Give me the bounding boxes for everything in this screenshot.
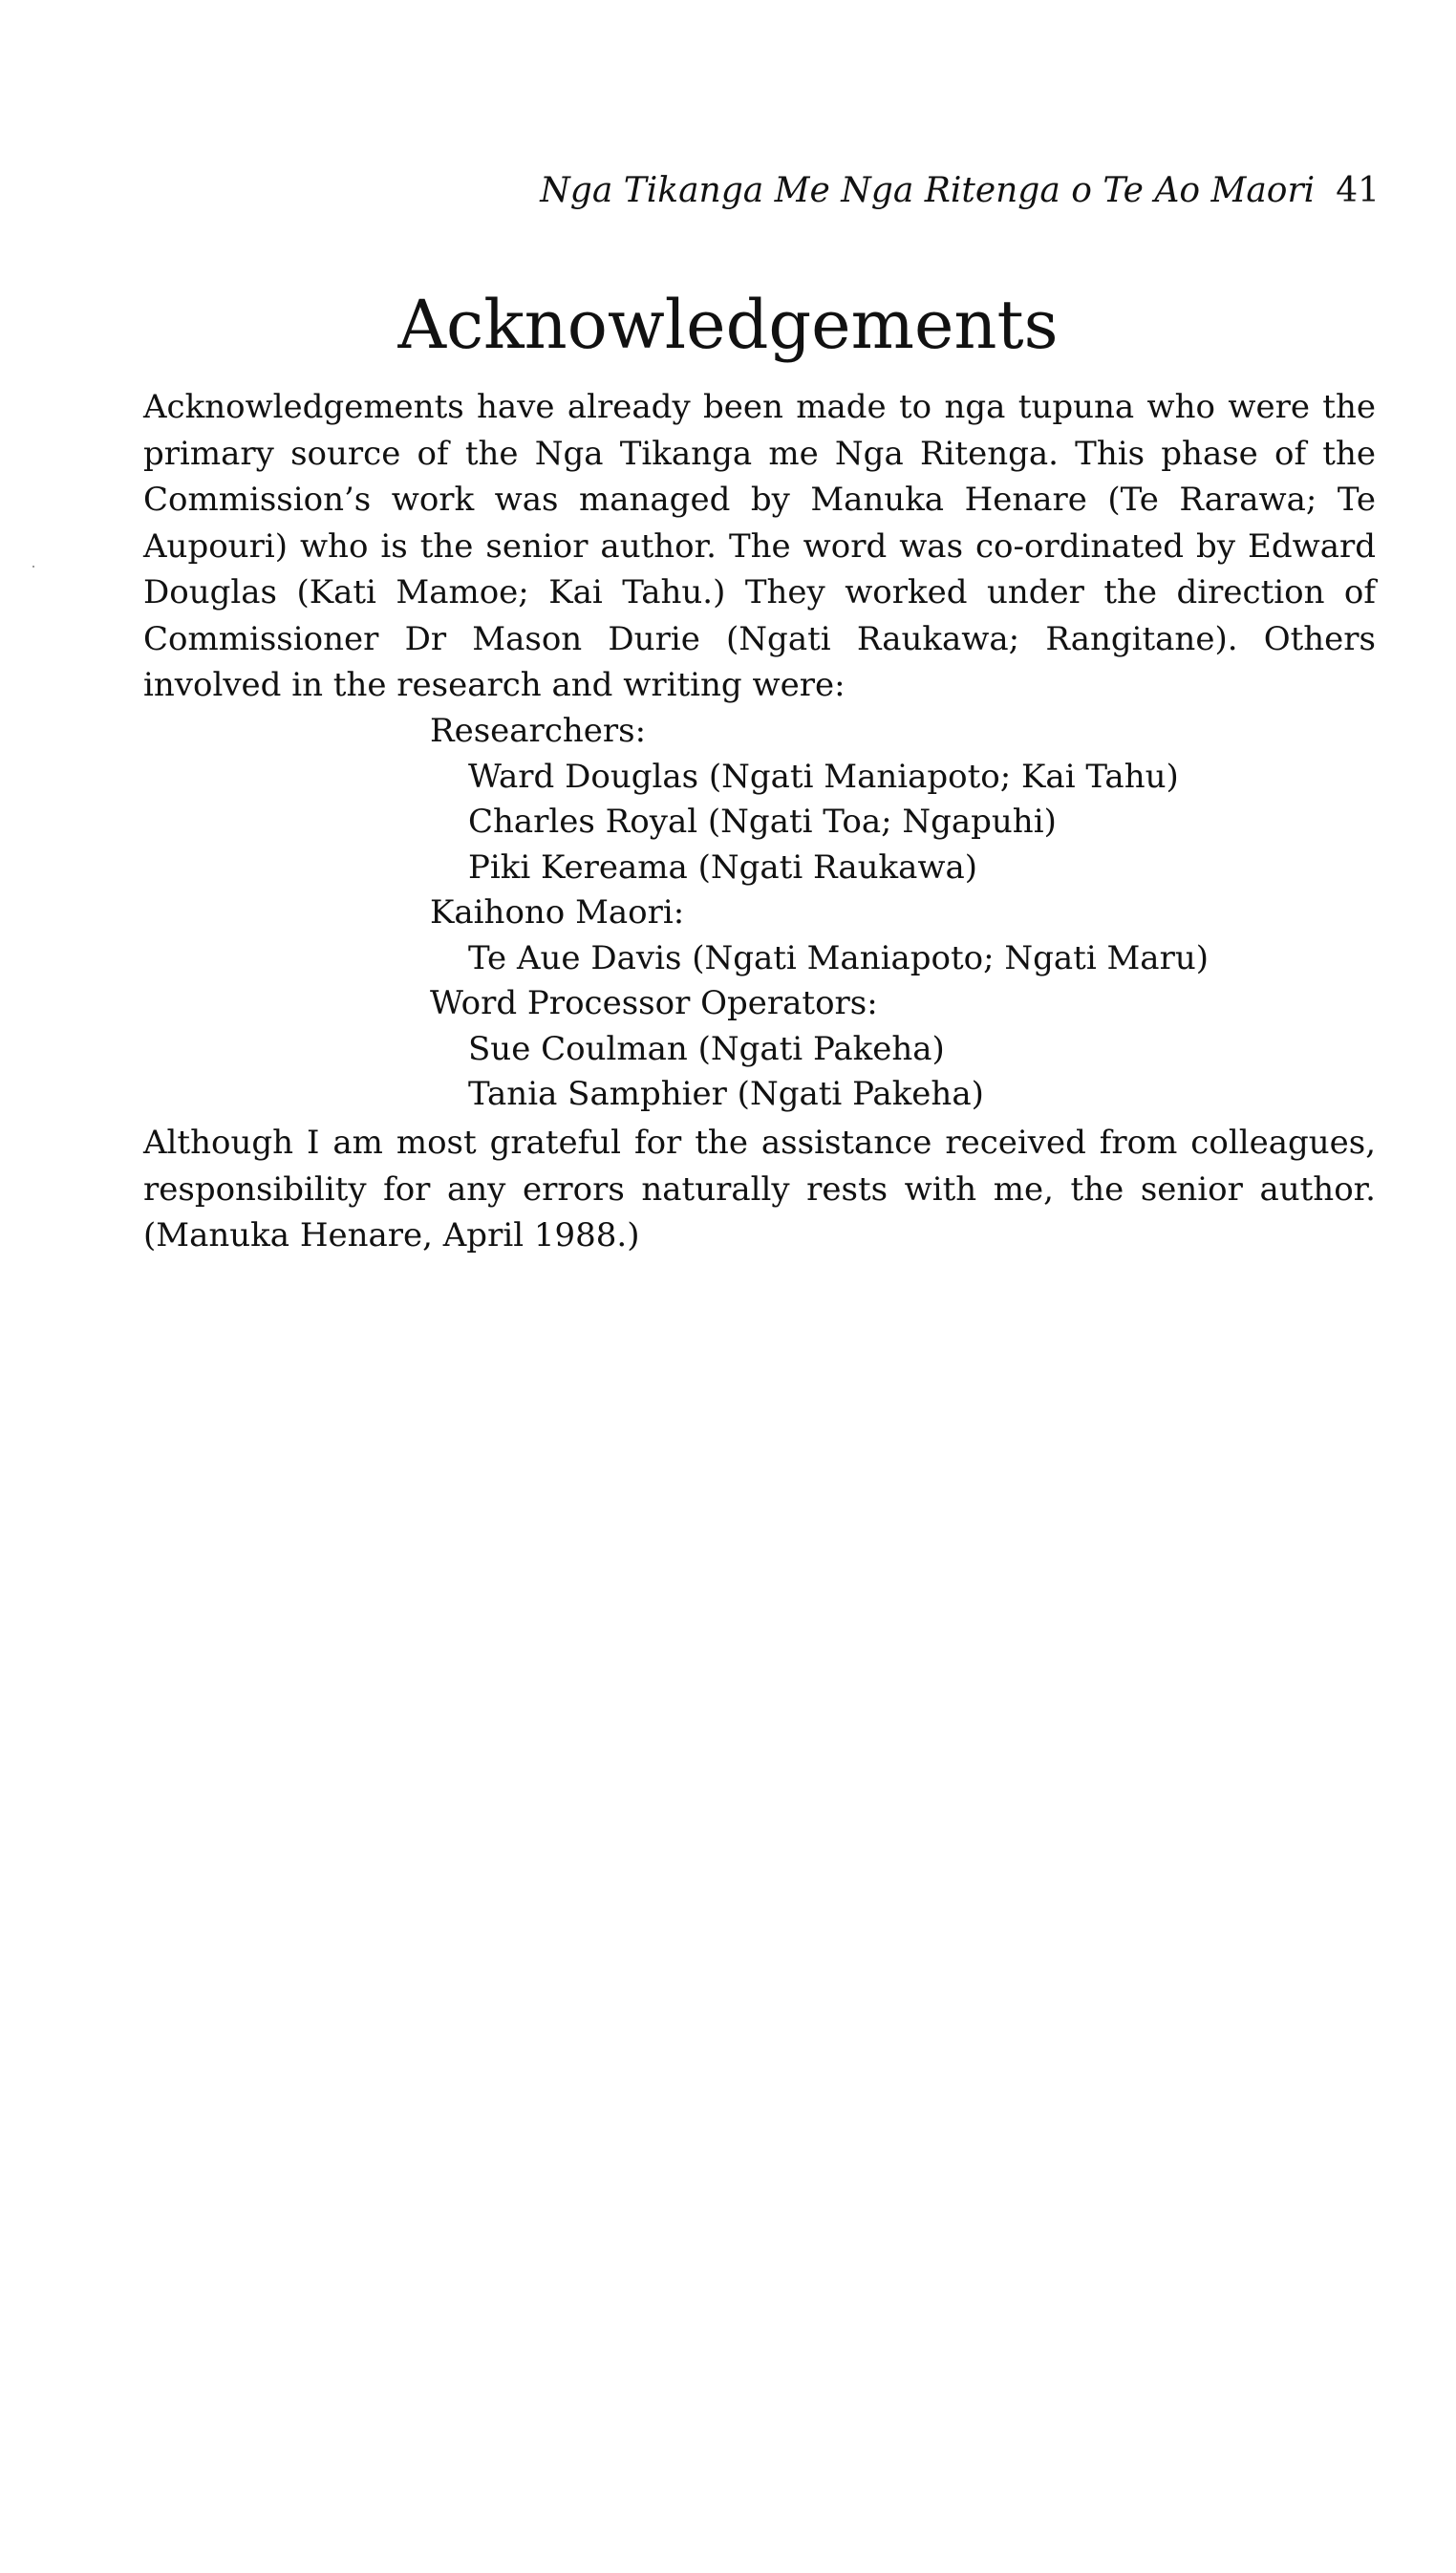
running-head-title: Nga Tikanga Me Nga Ritenga o Te Ao Maori xyxy=(540,171,1316,210)
page-number: 41 xyxy=(1336,171,1380,210)
credits-list xyxy=(430,709,1290,1118)
credit-person: Te Aue Davis (Ngati Maniapoto; Ngati Maru) xyxy=(468,938,1209,977)
running-head xyxy=(540,170,1380,212)
credit-person: Ward Douglas (Ngati Maniapoto; Kai Tahu) xyxy=(468,757,1179,796)
credit-person: Sue Coulman (Ngati Pakeha) xyxy=(468,1029,945,1068)
closing-paragraph: Although I am most grateful for the assistance received from colleagues, responsibility for any errors naturally rests with me, the senior author. (Manuka Henare, April 1988.) xyxy=(143,1124,1376,1254)
credit-person: Tania Samphier (Ngati Pakeha) xyxy=(468,1075,984,1113)
intro-paragraph: Acknowledgements have already been made to nga tupuna who were the primary source of the Nga Tikanga me Nga Ritenga. This phase of the Commission’s work was managed by Manuka Henare (Te Rarawa; Te Aupouri) who is the senior author. The word was co-ordinated by Edward Douglas (Kati Mamoe; Kai Tahu.) They worked under the direction of Commissioner Dr Mason Durie (Ngati Raukawa; Rangitane). Others involved in the research and writing were: xyxy=(143,388,1376,704)
credit-role-kaihono: Kaihono Maori: xyxy=(430,893,685,932)
credit-person: Charles Royal (Ngati Toa; Ngapuhi) xyxy=(468,803,1057,841)
credit-person: Piki Kereama (Ngati Raukawa) xyxy=(468,847,978,887)
section-heading: Acknowledgements xyxy=(397,286,1059,364)
credit-role-researchers: Researchers: xyxy=(430,712,647,750)
credit-role-operators: Word Processor Operators: xyxy=(430,984,878,1022)
scan-speck xyxy=(32,566,34,568)
